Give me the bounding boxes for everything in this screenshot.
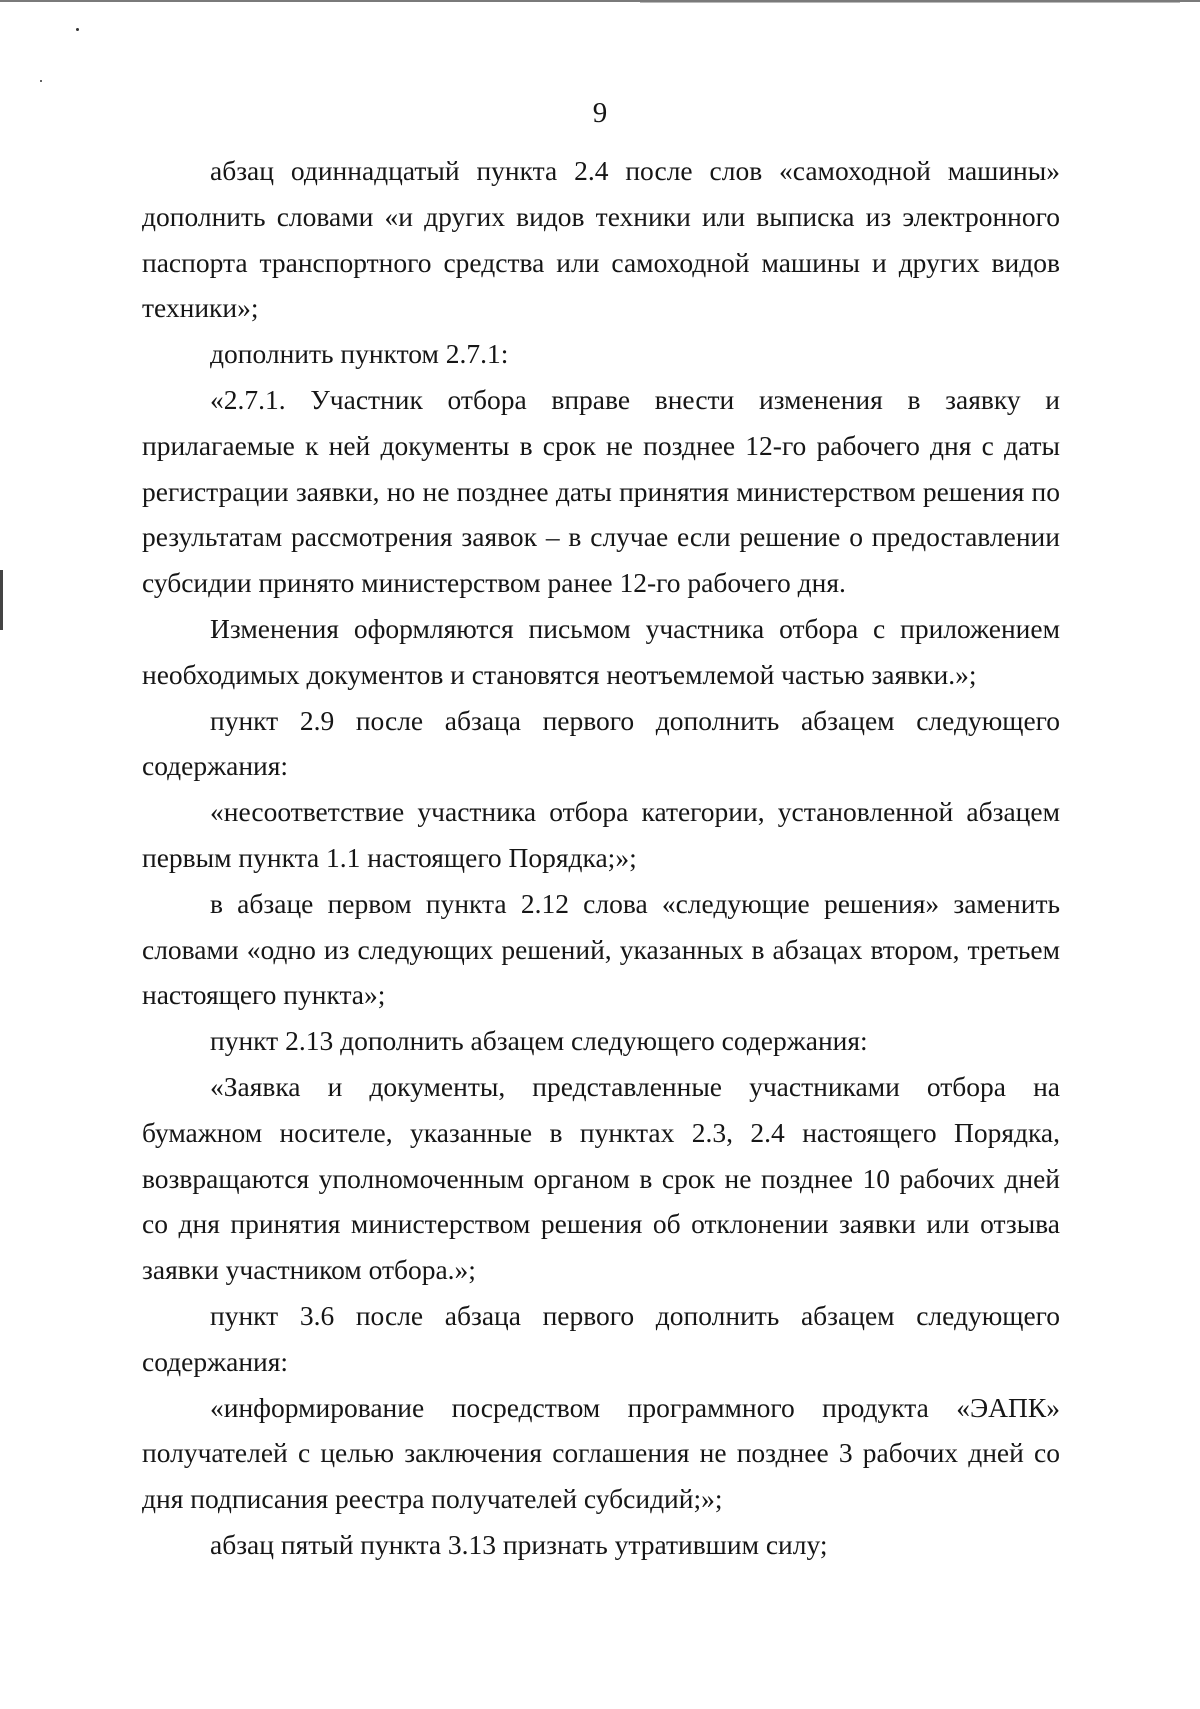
paragraph: пункт 2.9 после абзаца первого дополнить абзацем следующего содержания:: [142, 704, 1060, 782]
scan-speck: [40, 80, 42, 82]
page-number: 9: [592, 97, 608, 129]
paragraph: в абзаце первом пункта 2.12 слова «следующие решения» заменить словами «одно из следующих решений, указанных в абзацах втором, третьем настоящего пункта»;: [142, 887, 1060, 1011]
paragraph: «Заявка и документы, представленные участниками отбора на бумажном носителе, указанные в пунктах 2.3, 2.4 настоящего Порядка, возвращаются уполномоченным органом в срок не позднее 10 рабочих дней со дня принятия министерством решения об отклонении заявки или отзыва заявки участником отбора.»;: [142, 1070, 1060, 1286]
paragraph: абзац пятый пункта 3.13 признать утратившим силу;: [210, 1528, 828, 1560]
paragraph: пункт 3.6 после абзаца первого дополнить абзацем следующего содержания:: [142, 1299, 1060, 1377]
paragraph: «несоответствие участника отбора категории, установленной абзацем первым пункта 1.1 настоящего Порядка;»;: [142, 796, 1060, 873]
paragraph: «информирование посредством программного продукта «ЭАПК» получателей с целью заключения соглашения не позднее 3 рабочих дней со дня подписания реестра получателей субсидий;»;: [142, 1391, 1060, 1515]
paragraph: Изменения оформляются письмом участника отбора с приложением необходимых документов и становятся неотъемлемой частью заявки.»;: [142, 612, 1060, 690]
document-body: [142, 148, 1060, 1568]
scan-margin-mark: [0, 570, 3, 630]
paragraph: абзац одиннадцатый пункта 2.4 после слов «самоходной машины» дополнить словами «и других видов техники или выписка из электронного паспорта транспортного средства или самоходной машины и других видов техники»;: [142, 155, 1060, 324]
scan-edge-line-secondary: [640, 2, 1180, 3]
paragraph: дополнить пунктом 2.7.1:: [210, 338, 509, 370]
paragraph: пункт 2.13 дополнить абзацем следующего содержания:: [210, 1025, 868, 1057]
paragraph: «2.7.1. Участник отбора вправе внести изменения в заявку и прилагаемые к ней документы в срок не позднее 12-го рабочего дня с даты регистрации заявки, но не позднее даты принятия министерством решения по результатам рассмотрения заявок – в случае если решение о предоставлении субсидии принято министерством ранее 12-го рабочего дня.: [142, 383, 1060, 599]
scan-speck: [76, 28, 79, 31]
